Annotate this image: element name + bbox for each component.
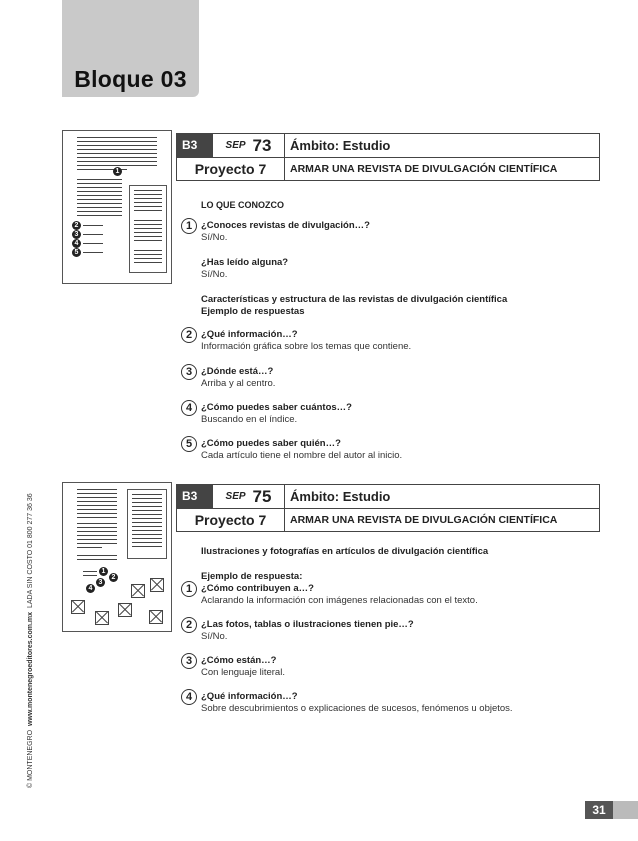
- project-title: ARMAR UNA REVISTA DE DIVULGACIÓN CIENTÍFICA: [290, 163, 558, 175]
- sep-reference: [213, 485, 285, 508]
- thumb1-pin-3: 3: [72, 230, 81, 239]
- answer-2: Información gráfica sobre los temas que contiene.: [201, 341, 412, 352]
- s2-answer-4: Sobre descubrimientos o explicaciones de sucesos, fenómenos u objetos.: [201, 703, 513, 714]
- question-1: ¿Conoces revistas de divulgación…?: [201, 220, 370, 231]
- thumb1-pin-5: 5: [72, 248, 81, 257]
- question-3: ¿Dónde está…?: [201, 366, 274, 377]
- section2-heading: Ilustraciones y fotografías en artículos de divulgación científica: [201, 546, 489, 557]
- s2-question-2: ¿Las fotos, tablas o ilustraciones tienen pie…?: [201, 619, 414, 630]
- side-credit-url: www.montenegroeditores.com.mx: [27, 611, 34, 727]
- image-placeholder-icon: [71, 600, 85, 614]
- page-number: 31: [585, 801, 613, 819]
- side-credit-phone: LADA SIN COSTO 01 800 277 36 36: [27, 493, 34, 609]
- page-thumbnail-2: [62, 482, 172, 632]
- proyecto-label: Proyecto 7: [177, 509, 285, 531]
- thumb1-pin-1: 1: [113, 167, 122, 176]
- block-badge: B3: [177, 485, 213, 508]
- image-placeholder-icon: [118, 603, 132, 617]
- example-label: Ejemplo de respuesta:: [201, 571, 303, 582]
- number-circle-2: 2: [181, 327, 197, 343]
- sep-reference: [213, 134, 285, 157]
- intro-heading: LO QUE CONOZCO: [201, 200, 284, 210]
- page-thumbnail-1: [62, 130, 172, 284]
- question-5: ¿Cómo puedes saber quién…?: [201, 438, 341, 449]
- subheading-examples: Ejemplo de respuestas: [201, 306, 305, 317]
- number-circle-s2-3: 3: [181, 653, 197, 669]
- ambito-label: Ámbito: Estudio: [290, 138, 391, 153]
- thumb1-pin-2: 2: [72, 221, 81, 230]
- number-circle-s2-2: 2: [181, 617, 197, 633]
- s2-answer-1: Aclarando la información con imágenes relacionadas con el texto.: [201, 595, 478, 606]
- sep-page-number: 73: [252, 135, 272, 155]
- thumb1-pin-4: 4: [72, 239, 81, 248]
- side-credit: [27, 493, 34, 788]
- answer-1b: Sí/No.: [201, 269, 228, 280]
- s2-answer-3: Con lenguaje literal.: [201, 667, 285, 678]
- number-circle-s2-4: 4: [181, 689, 197, 705]
- section1-header: [176, 133, 600, 181]
- thumb2-pin-4: 4: [86, 584, 95, 593]
- number-circle-5: 5: [181, 436, 197, 452]
- thumb2-pin-1: 1: [99, 567, 108, 576]
- s2-question-3: ¿Cómo están…?: [201, 655, 277, 666]
- number-circle-1: 1: [181, 218, 197, 234]
- number-circle-s2-1: 1: [181, 581, 197, 597]
- answer-1: Sí/No.: [201, 232, 228, 243]
- question-2: ¿Qué información…?: [201, 329, 298, 340]
- sep-page-number: 75: [252, 486, 272, 506]
- block-title: Bloque 03: [74, 66, 187, 92]
- s2-question-1: ¿Cómo contribuyen a…?: [201, 583, 314, 594]
- side-credit-brand: © MONTENEGRO: [27, 729, 34, 788]
- image-placeholder-icon: [149, 610, 163, 624]
- number-circle-4: 4: [181, 400, 197, 416]
- ambito-label: Ámbito: Estudio: [290, 489, 391, 504]
- page-number-bar: [613, 801, 638, 819]
- image-placeholder-icon: [95, 611, 109, 625]
- thumb2-pin-2: 2: [109, 573, 118, 582]
- number-circle-3: 3: [181, 364, 197, 380]
- sep-label: SEP: [225, 491, 246, 502]
- thumb2-pin-3: 3: [96, 578, 105, 587]
- block-tab: [62, 0, 199, 97]
- project-title: ARMAR UNA REVISTA DE DIVULGACIÓN CIENTÍFICA: [290, 514, 558, 526]
- sep-label: SEP: [225, 140, 246, 151]
- section2-header: [176, 484, 600, 532]
- answer-3: Arriba y al centro.: [201, 378, 276, 389]
- block-badge: B3: [177, 134, 213, 157]
- s2-question-4: ¿Qué información…?: [201, 691, 298, 702]
- question-1b: ¿Has leído alguna?: [201, 257, 289, 268]
- question-4: ¿Cómo puedes saber cuántos…?: [201, 402, 352, 413]
- s2-answer-2: Sí/No.: [201, 631, 228, 642]
- subheading-structure: Características y estructura de las revistas de divulgación científica: [201, 294, 508, 305]
- answer-5: Cada artículo tiene el nombre del autor al inicio.: [201, 450, 403, 461]
- answer-4: Buscando en el índice.: [201, 414, 298, 425]
- image-placeholder-icon: [150, 578, 164, 592]
- image-placeholder-icon: [131, 584, 145, 598]
- proyecto-label: Proyecto 7: [177, 158, 285, 180]
